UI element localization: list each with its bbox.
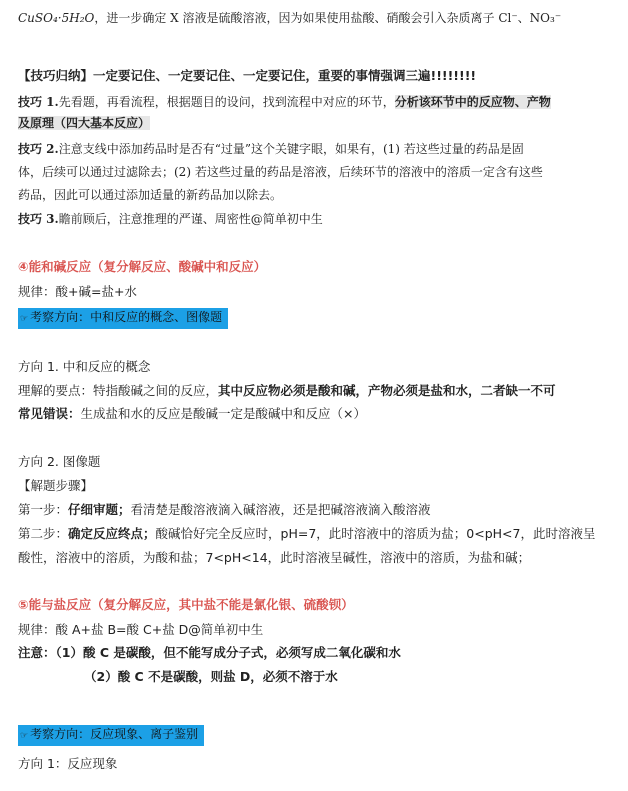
section4-dir2-title: 方向 2. 图像题 bbox=[18, 454, 101, 469]
pointing-hand-icon: ☞ bbox=[20, 314, 29, 324]
step1-key: 仔细审题； bbox=[68, 502, 131, 517]
section5-dir1-title: 方向 1：反应现象 bbox=[18, 756, 118, 771]
section5-note1 bbox=[18, 643, 614, 663]
tip1-line2-row bbox=[18, 113, 614, 133]
tips-header: 【技巧归纳】一定要记住、一定要记住、一定要记住，重要的事情强调三遍!!!!!!!! bbox=[18, 68, 477, 83]
step2 bbox=[18, 524, 614, 544]
note-label: 注意： bbox=[18, 645, 56, 660]
tip3-text: 瞻前顾后，注意推理的严谨、周密性@简单初中生 bbox=[58, 212, 323, 226]
section4-dir1-title: 方向 1. 中和反应的概念 bbox=[18, 359, 151, 374]
step2-key: 确定反应终点； bbox=[68, 526, 156, 541]
tip2-label: 技巧 2. bbox=[18, 142, 59, 156]
tip1-text: 先看题，再看流程，根据题目的设问，找到流程中对应的环节， bbox=[58, 95, 395, 109]
step1 bbox=[18, 500, 614, 520]
tip2-line2: 体，后续可以通过过滤除去；(2) 若这些过量的药品是溶液，后续环节的溶液中的溶质一定含有这些 bbox=[18, 165, 543, 179]
section5-note2: （2）酸 C 不是碳酸，则盐 D，必须不溶于水 bbox=[84, 669, 338, 684]
tip3-label: 技巧 3. bbox=[18, 212, 59, 226]
section4-dir1-line1 bbox=[18, 381, 614, 401]
tip1 bbox=[18, 92, 614, 112]
note1-text: （1）酸 C 是碳酸，但不能写成分子式，必须写成二氧化碳和水 bbox=[55, 645, 401, 660]
dir1-line1-a: 理解的要点：特指酸碱之间的反应， bbox=[18, 383, 219, 398]
top-line bbox=[18, 8, 614, 28]
tip2-line3: 药品，因此可以通过添加适量的新药品加以除去。 bbox=[18, 188, 283, 202]
formula: CuSO₄·5H₂O bbox=[18, 11, 95, 25]
section5-rule: 规律：酸 A+盐 B=酸 C+盐 D@简单初中生 bbox=[18, 622, 264, 637]
section4-rule: 规律：酸+碱=盐+水 bbox=[18, 284, 137, 299]
dir1-line2-b: 生成盐和水的反应是酸碱一定是酸碱中和反应（×） bbox=[80, 406, 366, 421]
steps-header: 【解题步骤】 bbox=[18, 478, 94, 493]
tip2 bbox=[18, 139, 614, 159]
section4-tag bbox=[18, 308, 228, 329]
section4-dir1-line2 bbox=[18, 404, 614, 424]
tip2-text: 注意支线中添加药品时是否有“过量”这个关键字眼，如果有，(1) 若这些过量的药品是固 bbox=[58, 142, 524, 156]
dir1-line2-a: 常见错误： bbox=[18, 406, 81, 421]
section4-tag-row bbox=[18, 307, 614, 329]
pointing-hand-icon: ☞ bbox=[20, 731, 29, 741]
tip3 bbox=[18, 209, 614, 229]
step1-label: 第一步： bbox=[18, 502, 69, 517]
step2-line2: 酸性，溶液中的溶质，为酸和盐；7<pH<14，此时溶液呈碱性，溶液中的溶质，为盐和碱； bbox=[18, 550, 531, 565]
section5-tag bbox=[18, 725, 204, 746]
section5-title: ⑤能与盐反应（复分解反应，其中盐不能是氯化银、硫酸钡） bbox=[18, 597, 354, 612]
section5-tag-text: 考察方向：反应现象、离子鉴别 bbox=[30, 727, 199, 741]
step1-text: 看清楚是酸溶液滴入碱溶液，还是把碱溶液滴入酸溶液 bbox=[130, 502, 431, 517]
section4-title: ④能和碱反应（复分解反应、酸碱中和反应） bbox=[18, 259, 267, 274]
section5-tag-row bbox=[18, 724, 614, 746]
tip1-line2: 及原理（四大基本反应） bbox=[18, 116, 151, 130]
step2-label: 第二步： bbox=[18, 526, 69, 541]
top-line-text: ，进一步确定 X 溶液是硫酸溶液，因为如果使用盐酸、硝酸会引入杂质离子 Cl⁻、NO₃⁻ bbox=[94, 11, 562, 25]
tip1-label: 技巧 1. bbox=[18, 95, 59, 109]
step2-text: 酸碱恰好完全反应时，pH=7，此时溶液中的溶质为盐；0<pH<7，此时溶液呈 bbox=[155, 526, 596, 541]
dir1-line1-b: 其中反应物必须是酸和碱，产物必须是盐和水，二者缺一不可 bbox=[218, 383, 556, 398]
section4-tag-text: 考察方向：中和反应的概念、图像题 bbox=[30, 310, 223, 324]
tip1-highlight: 分析该环节中的反应物、产物 bbox=[394, 95, 551, 109]
